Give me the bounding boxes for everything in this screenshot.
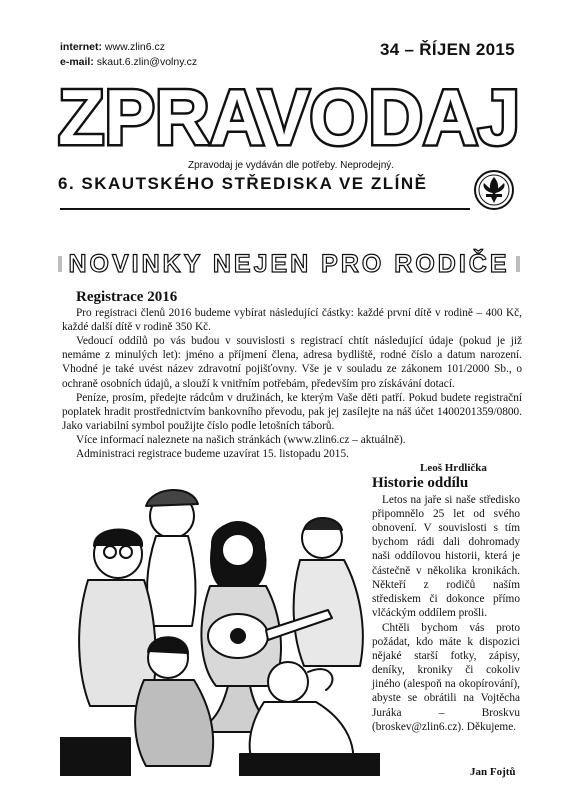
email-link[interactable]: skaut.6.zlin@volny.cz [96, 56, 198, 68]
publication-note: Zpravodaj je vydáván dle potřeby. Neprodejný. [188, 160, 395, 171]
section-title [58, 246, 520, 282]
section-title-text: NOVINKY NEJEN PRO RODIČE [62, 250, 515, 278]
article-author: Leoš Hrdlička [420, 462, 487, 474]
article-title: Historie oddílu [372, 475, 469, 491]
article-paragraph: Peníze, prosím, předejte rádcům v družinách, ke kterým Vaše děti patří. Pokud budete registrační poplatek hradit prostřednictvím bankovního převodu, pak jej zasílejte na náš účet 1400201359/0800. Jako variabilní symbol použijte číslo podle letošních táborů. [62, 391, 522, 432]
article-registration [62, 290, 522, 461]
article-paragraph: Vedoucí oddílů po vás budou v souvislosti s registrací chtít následující údaje (pokud je již nemáme z minulých let): jméno a příjmení člena, adresa bydliště, rodné číslo a datum narození. Vhodné je také uvést název zdravotní pojišťovny. Vše je v souladu ze zákonem 101/2000 Sb., o ochraně osobních údajů, a slouží k vnitřním potřebám, především pro získávání dotací. [62, 335, 522, 390]
masthead-logo [54, 74, 524, 154]
masthead-title: ZPRAVODAJ [58, 74, 520, 154]
organization-name: 6. SKAUTSKÉHO STŘEDISKA VE ZLÍNĚ [58, 174, 428, 193]
internet-line [60, 40, 197, 55]
issue-number: 34 – ŘÍJEN 2015 [380, 40, 515, 59]
article-paragraph: Více informací naleznete na našich stránkách (www.zlin6.cz – aktuálně). [76, 433, 406, 446]
scout-lily-emblem-icon [472, 168, 516, 212]
header-divider [60, 208, 470, 210]
article-author: Jan Fojtů [470, 766, 516, 778]
article-paragraph: Chtěli bychom vás proto požádat, kdo máte k dispozici nějaké starší fotky, zápisy, deníky, kroniky či cokoliv jiného (alespoň na okopírování), abyste se obrátili na Vojtěcha Juráka – Broskvu (broskev@zlin6.cz). Děkujeme. [372, 621, 520, 733]
email-label: e-mail: [60, 56, 94, 68]
article-history [372, 476, 520, 734]
article-title: Registrace 2016 [76, 289, 178, 305]
article-paragraph: Letos na jaře si naše středisko připomnělo 25 let od svého obnovení. V souvislosti s tím bychom rádi dali dohromady naši oddílovou historii, která je částečně v několika kronikách. Někteří z rodičů naším střediskem či dokonce přímo vlčáckým oddílem prošli. [372, 494, 520, 619]
children-singing-around-guitar-illustration [60, 476, 380, 776]
contact-block [60, 40, 197, 70]
website-link[interactable]: www.zlin6.cz [104, 41, 166, 53]
email-line [60, 55, 197, 70]
article-paragraph: Pro registraci členů 2016 budeme vybírat následující částky: každé první dítě v rodině – 400 Kč, každé další dítě v rodině 350 Kč. [62, 307, 522, 334]
internet-label: internet: [60, 41, 102, 53]
article-paragraph: Administraci registrace budeme uzavírat 15. listopadu 2015. [76, 448, 349, 461]
